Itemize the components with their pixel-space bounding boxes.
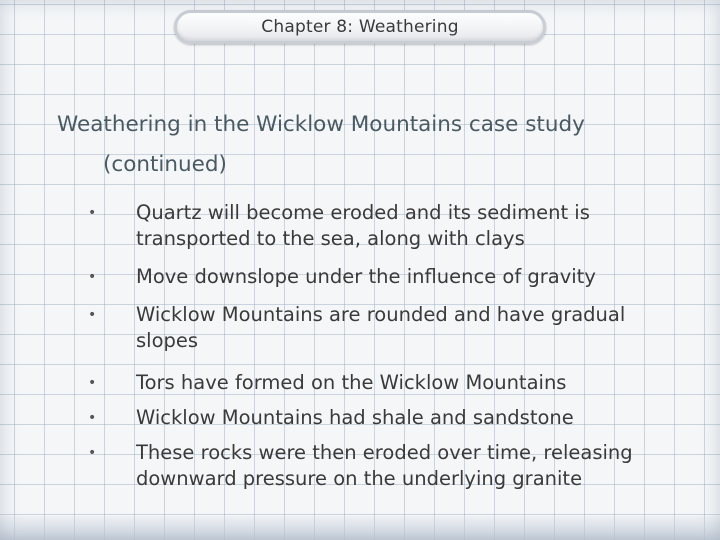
bullet-item [80,440,670,492]
bullet-text: Wicklow Mountains had shale and sandstone [136,406,574,429]
bullet-icon: • [88,307,97,323]
bullet-item [80,302,670,354]
bullet-item [80,200,670,252]
chapter-title-banner [174,10,546,44]
slide-subtitle: (continued) [103,152,227,177]
slide-title: Weathering in the Wicklow Mountains case study [57,112,585,137]
bullet-icon: • [88,269,97,285]
bottom-band [0,516,720,540]
bullet-list [80,200,670,492]
bullet-text: Quartz will become eroded and its sediment is transported to the sea, along with clays [136,201,590,250]
bullet-item [80,370,670,396]
bullet-item [80,405,670,431]
bullet-icon: • [88,445,97,461]
bullet-icon: • [88,205,97,221]
bullet-text: Move downslope under the influence of gravity [136,265,596,288]
bullet-item [80,264,670,290]
chapter-title: Chapter 8: Weathering [261,17,459,37]
bullet-icon: • [88,410,97,426]
bullet-text: Wicklow Mountains are rounded and have gradual slopes [136,303,626,352]
bullet-text: These rocks were then eroded over time, releasing downward pressure on the underlying granite [136,441,633,490]
bullet-text: Tors have formed on the Wicklow Mountains [136,371,567,394]
bullet-icon: • [88,375,97,391]
